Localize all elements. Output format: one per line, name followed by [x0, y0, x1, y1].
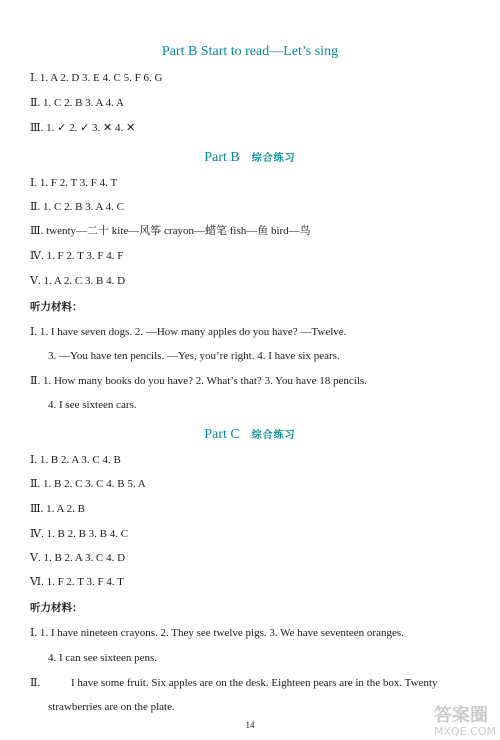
answer-line: Ⅴ. 1. B 2. A 3. C 4. D	[30, 552, 126, 564]
watermark-url: MXQE.COM	[434, 725, 496, 738]
transcript-line-number: Ⅱ.	[30, 677, 41, 689]
answer-line: Ⅴ. 1. A 2. C 3. B 4. D	[30, 275, 126, 287]
section-title-text: Part B Start to read—Let’s sing	[161, 44, 339, 59]
answer-line: Ⅳ. 1. B 2. B 3. B 4. C	[30, 528, 129, 540]
answer-line: Ⅱ. 1. C 2. B 3. A 4. A	[30, 97, 124, 109]
section-title-part-b-exercises	[0, 148, 500, 166]
section-title-cn: 综合练习	[251, 153, 296, 164]
answer-line: Ⅱ. 1. B 2. C 3. C 4. B 5. A	[30, 478, 146, 490]
answer-line: Ⅰ. 1. F 2. T 3. F 4. T	[30, 177, 118, 189]
answer-line: Ⅲ. 1. ✓ 2. ✓ 3. ✕ 4. ✕	[30, 122, 136, 134]
transcript-line: Ⅰ. 1. I have nineteen crayons. 2. They see twelve pigs. 3. We have seventeen oranges.	[30, 627, 404, 639]
watermark	[434, 706, 496, 738]
answer-line: Ⅵ. 1. F 2. T 3. F 4. T	[30, 576, 124, 588]
section-title-text: Part B	[204, 150, 240, 165]
transcript-line: Ⅱ. 1. How many books do you have? 2. What’s that? 3. You have 18 pencils.	[30, 375, 367, 387]
section-title-part-b-start-to-read	[0, 42, 500, 60]
transcript-line: strawberries are on the plate.	[48, 701, 175, 713]
listening-material-heading: 听力材料：	[30, 301, 83, 313]
watermark-text: 答案圈	[434, 705, 489, 726]
answer-line: Ⅳ. 1. F 2. T 3. F 4. F	[30, 250, 124, 262]
section-title-part-c-exercises	[0, 425, 500, 443]
page-number: 14	[245, 720, 255, 730]
transcript-line: 4. I see sixteen cars.	[48, 399, 137, 411]
transcript-line: 3. —You have ten pencils. —Yes, you’re right. 4. I have six pears.	[48, 350, 340, 362]
transcript-line: Ⅰ. 1. I have seven dogs. 2. —How many apples do you have? —Twelve.	[30, 326, 347, 338]
section-title-cn: 综合练习	[251, 430, 296, 441]
answer-line: Ⅰ. 1. B 2. A 3. C 4. B	[30, 454, 121, 466]
section-title-text: Part C	[204, 427, 240, 442]
answer-line: Ⅲ. twenty—二十 kite—风筝 crayon—蜡笔 fish—鱼 bird—鸟	[30, 225, 311, 237]
answer-line: Ⅰ. 1. A 2. D 3. E 4. C 5. F 6. G	[30, 72, 163, 84]
transcript-line: 4. I can see sixteen pens.	[48, 652, 158, 664]
listening-material-heading: 听力材料：	[30, 602, 83, 614]
transcript-line: I have some fruit. Six apples are on the desk. Eighteen pears are in the box. Twenty	[71, 677, 438, 689]
answer-line: Ⅲ. 1. A 2. B	[30, 503, 85, 515]
answer-line: Ⅱ. 1. C 2. B 3. A 4. C	[30, 201, 124, 213]
